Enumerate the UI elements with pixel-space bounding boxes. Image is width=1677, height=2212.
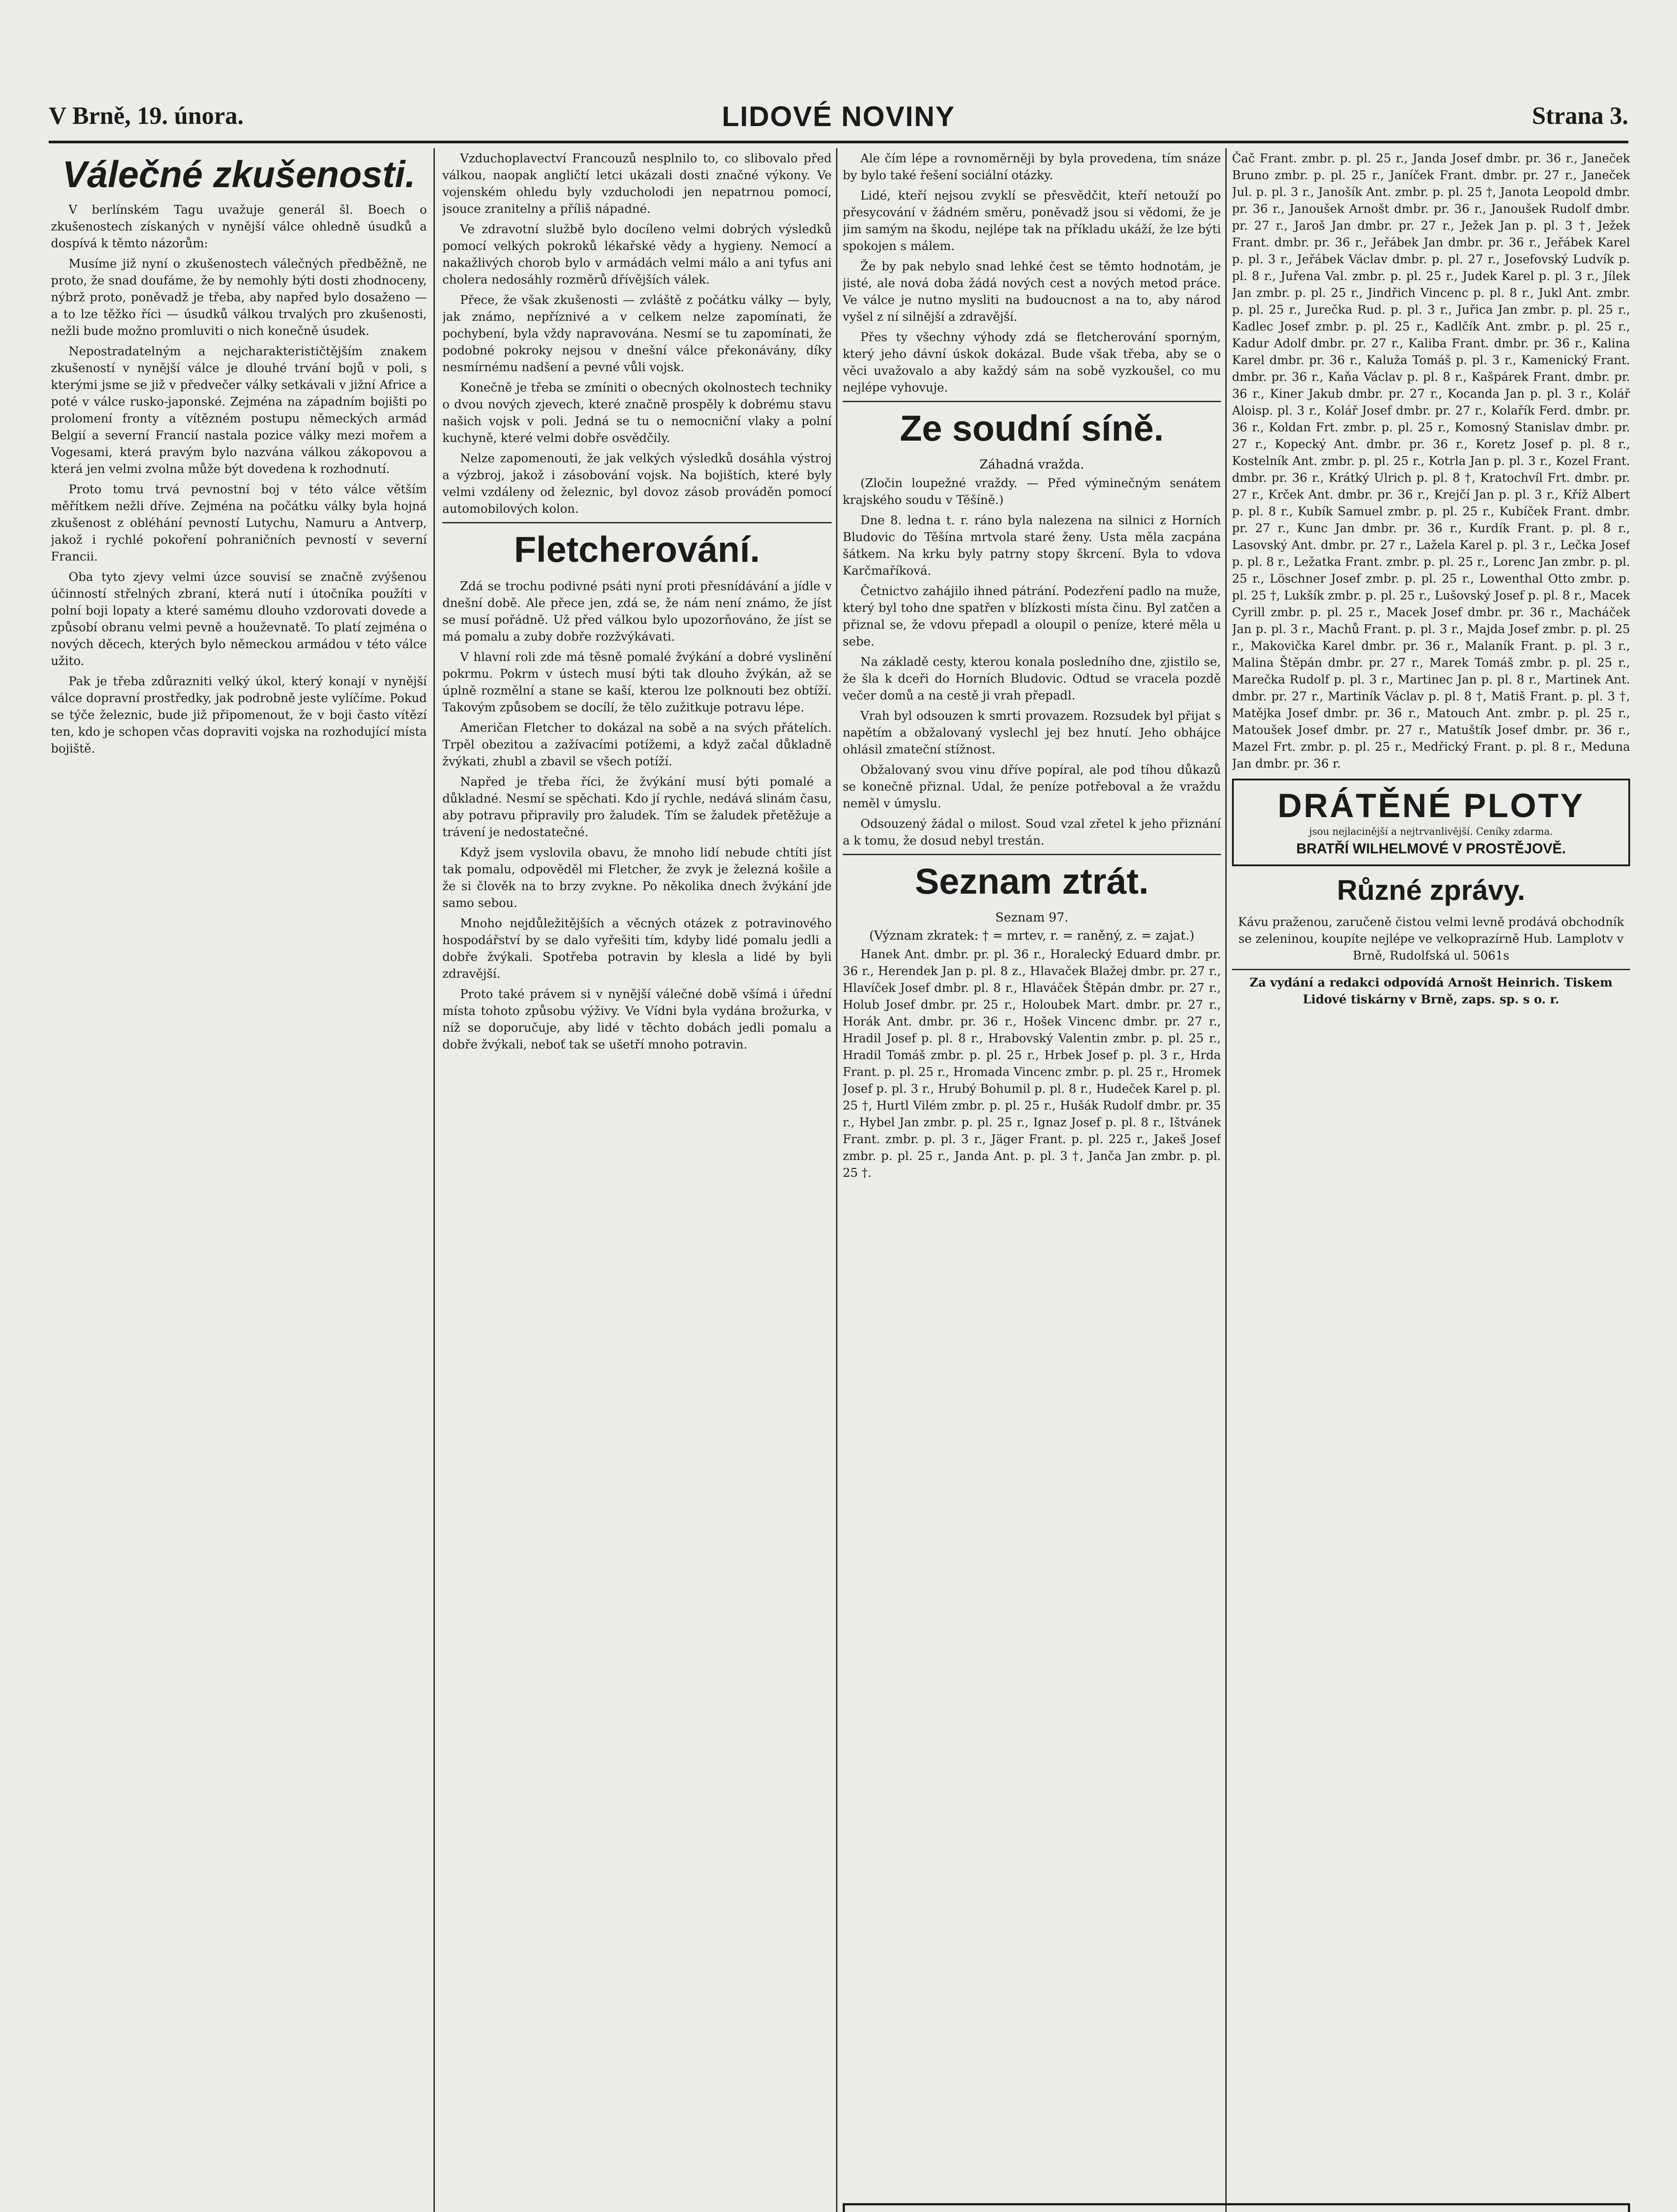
ad-title: DRÁTĚNÉ PLOTY: [1278, 787, 1585, 825]
article-paragraph: Ve zdravotní službě bylo docíleno velmi dobrých výsledků pomocí velkých pokroků lékařské vědy a hygieny. Nemocí a nakažlivých chorob bylo v armádách velmi málo a ani tyfus ani cholera nedosáhly rozměrů dřívějších válek.: [442, 223, 832, 287]
article-paragraph: Když jsem vyslovila obavu, že mnoho lidí nebude chtíti jíst tak pomalu, odpověděl mi Fletcher, že zvyk je železná košile a že si člověk na to brzy zvykne. Po několika dnech žvýkání jde samo sebou.: [442, 846, 832, 910]
article-paragraph: Vzduchoplavectví Francouzů nesplnilo to, co slibovalo před válkou, naopak angličtí letci ukázali dosti značné výkony. Ve vojenském ohledu byly vzducholodi jen nepatrnou pomocí, jsouce zranitelny a příliš nápadné.: [442, 152, 832, 216]
article-paragraph: Přece, že však zkušenosti — zvláště z počátku války — byly, jak známo, nepříznivé a v celkem nelze zapomínati, že pochybení, byla vždy napravována. Nesmí se tu zapomínati, že podobné pokroky nejsou v dnešní válce překonávány, díky nesmírnému nadšení a pevné vůli vojsk.: [442, 293, 832, 374]
ad-text: jsou nejlacinější a nejtrvanlivější. Ceníky zdarma.: [1309, 826, 1553, 837]
column-4: [1232, 150, 1630, 2191]
classified-ad: Kávu praženou, zaručeně čistou velmi levně prodává obchodník se zeleninou, koupíte nejlépe ve velkoprazírně Hub. Lamplotv v Brně, Rudolfská ul. 5061s: [1238, 915, 1624, 963]
article-paragraph: Lidé, kteří nejsou zvyklí se přesvědčit, kteří netouží po přesycování v žádném směru, poněvadž jsou si vědomi, že je jim samým na škodu, nejlépe tak na příkladu ukáží, že lze býti spokojen s málem.: [843, 189, 1221, 253]
section-divider: [843, 401, 1221, 402]
article-paragraph: Mnoho nejdůležitějších a věcných otázek z potravinového hospodářství by se dalo vyřešiti tím, kdyby lidé pomalu jedli a dobře žvýkali. Spotřeba potravin by klesla a lidé by byli zdravější.: [442, 917, 832, 981]
losses-list: Hanek Ant. dmbr. pr. pl. 36 r., Horalecký Eduard dmbr. pr. 36 r., Herendek Jan p. pl. 8 z., Hlavaček Blažej dmbr. pr. 27 r., Hlavíček Josef dmbr. pl. 8 r., Hlaváček Štěpán dmbr. pr. 27 r., Holub Josef dmbr. pr. 25 r., Holoubek Mart. dmbr. pr. 27 r., Horák Ant. dmbr. pr. 36 r., Hošek Vincenc dmbr. pr. 27 r., Hradil Josef p. pl. 8 r., Hrabovský Valentin zmbr. p. pl. 25 r., Hradil Tomáš zmbr. p. pl. 25 r., Hrbek Josef p. pl. 3 r., Hrda Frant. p. pl. 25 r., Hromada Vincenc zmbr. p. pl. 25 r., Hromek Josef p. pl. 3 r., Hrubý Bohumil p. pl. 8 r., Hudeček Karel p. pl. 25 †, Hurtl Vilém zmbr. p. pl. 25 r., Hušák Rudolf dmbr. pr. 35 r., Hybel Jan zmbr. p. pl. 25 r., Ignaz Josef p. pl. 8 r., Ištvánek Frant. zmbr. p. pl. 3 r., Jäger Frant. p. pl. 225 r., Jakeš Josef zmbr. p. pl. 25 r., Janda Ant. p. pl. 3 †, Janča Jan zmbr. p. pl. 25 †.: [843, 948, 1221, 1180]
losses-legend: (Význam zkratek: † = mrtev, r. = raněný, z. = zajat.): [869, 928, 1194, 943]
section-divider: [843, 854, 1221, 855]
article-paragraph: Musíme již nyní o zkušenostech válečných předběžně, ne proto, že snad doufáme, že by nemohly býti dosti zhodnoceny, nýbrž proto, poněvadž je třeba, aby napřed bylo dosaženo — a to lze těžko říci — úsudků válkou trvalých pro zkušenosti, nežli bude možno promluviti o nich konečně úsudek.: [51, 257, 427, 338]
masthead-rule: [49, 141, 1628, 143]
article-paragraph: Na základě cesty, kterou konala posledního dne, zjistilo se, že šla k dceři do Horních Bludovic. Odtud se vracela pozdě večer domů a na cestě ji vrah přepadl.: [843, 655, 1221, 703]
article-paragraph: Nelze zapomenouti, že jak velkých výsledků dosáhla výstroj a výzbroj, jakož i zásobování vojsk. Na bojištích, které byly velmi vzdáleny od železnic, byl dovoz zásob prováděn pomocí automobilových kolon.: [442, 452, 832, 516]
article-paragraph: Proto také právem si v nynější válečné době všímá i úřední místa tohoto způsobu výživy. Ve Vídni byla vydána brožurka, v níž se doporučuje, aby lidé v těchto dobách jedli pomalu a dobře žvýkali, neboť tak se ušetří mnoho potravin.: [442, 987, 832, 1052]
losses-list-number: Seznam 97.: [995, 910, 1069, 925]
section-divider: [442, 522, 832, 523]
article-paragraph: Přes ty všechny výhody zdá se fletcherování sporným, který jeho dávní úskok dokázal. Bude však třeba, aby se o věci uvažovalo a aby každý sám na sobě vyzkoušel, co mu nejlépe vyhovuje.: [843, 330, 1221, 395]
article-paragraph: Četnictvo zahájilo ihned pátrání. Podezření padlo na muže, který byl toho dne spatřen v blízkosti místa činu. Byl zatčen a přiznal se, že vdovu přepadl a oloupil o peníze, které měla u sebe.: [843, 584, 1221, 649]
article-paragraph: (Zločin loupežné vraždy. — Před výminečným senátem krajského soudu v Těšíně.): [843, 476, 1221, 507]
column-divider: [836, 148, 837, 2212]
article-subheadline: Záhadná vražda.: [979, 457, 1084, 472]
ad-firm: BRATŘÍ WILHELMOVÉ V PROSTĚJOVĚ.: [1296, 841, 1566, 856]
column-divider: [434, 148, 435, 2212]
article-paragraph: Vrah byl odsouzen k smrti provazem. Rozsudek byl přijat s napětím a obžalovaný vyslechl jej bez hnutí. Jeho obhájce ohlásil zmateční stížnost.: [843, 709, 1221, 757]
article-paragraph: V hlavní roli zde má těsně pomalé žvýkání a dobré vyslinění pokrmu. Pokrm v ústech musí býti tak dlouho žvýkán, až se úplně rozmělní a stane se kaší, kterou lze polknouti bez obtíží. Takovým způsobem se docílí, že tělo zužitkuje potravu lépe.: [442, 650, 832, 714]
article-paragraph: Zdá se trochu podivné psáti nyní proti přesnídávání a jídle v dnešní době. Ale přece jen, zdá se, že nám není známo, že jíst se musí pořádně. Už před válkou bylo upozorňováno, že jíst se má pomalu a zuby dobře rozžvýkávati.: [442, 580, 832, 644]
column-divider: [1225, 148, 1227, 2212]
article-headline-war-experience: Válečné zkušenosti.: [62, 154, 416, 195]
losses-list: Čač Frant. zmbr. p. pl. 25 r., Janda Josef dmbr. pr. 36 r., Janeček Bruno zmbr. p. pl. 25 r., Janíček Frant. dmbr. pr. 27 r., Janeček Jul. p. pl. 3 r., Janošík Ant. zmbr. p. pl. 25 †, Janota Leopold dmbr. pr. 36 r., Janoušek Arnošt dmbr. pr. 36 r., Janoušek Rudolf dmbr. pr. 27 r., Jaroš Jan dmbr. pr. 27 r., Ježek Jan p. pl. 3 †, Ježek Frant. dmbr. pr. 36 r., Jeřábek Jan dmbr. pr. 36 r., Jeřábek Karel p. pl. 3 r., Jeřábek Václav dmbr. p. pl. 27 r., Josefovský Ludvík p. pl. 8 r., Juřena Val. zmbr. p. pl. 25 r., Judek Karel p. pl. 3 r., Jílek Jan zmbr. p. pl. 25 r., Jindřich Vincenc p. pl. 8 r., Jukl Ant. zmbr. p. pl. 25 r., Jurečka Rud. p. pl. 3 r., Juřica Jan zmbr. p. pl. 25 r., Kadlec Josef zmbr. p. pl. 25 r., Kadlčík Ant. zmbr. p. pl. 25 r., Kadur Adolf dmbr. pr. 27 r., Kaliba Frant. dmbr. pr. 36 r., Kalina Karel dmbr. pr. 36 r., Kaluža Tomáš p. pl. 3 r., Kamenický Frant. dmbr. pr. 36 r., Kaňa Václav p. pl. 8 r., Kašpárek Frant. dmbr. pr. 36 r., Kiner Jakub dmbr. pr. 27 r., Kocanda Jan p. pl. 3 r., Kolář Aloisp. pl. 3 r., Kolář Josef dmbr. pr. 27 r., Kolařík Ferd. dmbr. pr. 36 r., Koldan Frt. zmbr. p. pl. 25 r., Komosný Stanislav dmbr. pr. 27 r., Kopecký Ant. dmbr. pr. 36 r., Koretz Josef p. pl. 8 r., Kostelník Ant. zmbr. p. pl. 25 r., Kotrla Jan p. pl. 3 r., Kozel Frant. dmbr. pr. 36 r., Krátký Ulrich p. pl. 8 †, Kratochvíl Frt. dmbr. pr. 27 r., Krček Ant. dmbr. pr. 36 r., Krejčí Jan p. pl. 3 r., Kříž Albert p. pl. 8 r., Kubík Samuel zmbr. p. pl. 25 r., Kubíček Frant. dmbr. pr. 27 r., Kunc Jan dmbr. pr. 36 r., Kurdík Frant. p. pl. 8 r., Lasovský Ant. dmbr. pr. 27 r., Lažela Karel p. pl. 3 r., Lečka Josef p. pl. 8 r., Ležatka Frant. zmbr. p. pl. 25 r., Lorenc Jan zmbr. p. pl. 25 r., Löschner Josef zmbr. p. pl. 25 r., Lowenthal Otto zmbr. p. pl. 25 †, Lukšík zmbr. p. pl. 25 r., Lušovský Josef p. pl. 8 r., Macek Cyrill zmbr. p. pl. 25 r., Macek Josef dmbr. pr. 36 r., Macháček Jan p. pl. 3 r., Machů Frant. p. pl. 3 r., Majda Josef zmbr. p. pl. 25 r., Makovička Karel dmbr. pr. 36 r., Malaník Frant. p. pl. 3 r., Malina Štěpán dmbr. pr. 27 r., Marek Tomáš zmbr. p. pl. 25 r., Marečka Rudolf p. pl. 3 r., Martinec Jan p. pl. 8 r., Martinek Ant. dmbr. pr. 27 r., Martiník Václav p. pl. 8 †, Matiš Frant. p. pl. 3 †, Matějka Josef dmbr. pr. 36 r., Matouch Ant. zmbr. p. pl. 25 r., Matoušek Josef dmbr. pr. 27 r., Matuštík Josef dmbr. pr. 36 r., Mazel Frt. zmbr. p. pl. 25 r., Medřický Frant. p. pl. 8 r., Meduna Jan dmbr. pr. 36 r.: [1232, 152, 1630, 771]
article-paragraph: Proto tomu trvá pevnostní boj v této válce větším měřítkem nežli dříve. Zejména na počátku války byla hojná zkušenost z obléhání pevností Lutychu, Namuru a Antverp, jakož i rychlé pokoření pohraničních pevností v severní Francii.: [51, 483, 427, 564]
article-paragraph: Dne 8. ledna t. r. ráno byla nalezena na silnici z Horních Bludovic do Těšína mrtvola staré ženy. Usta měla zacpána šátkem. Na krku byly patrny stopy škrcení. Byla to vdova Karčmaříková.: [843, 514, 1221, 578]
column-3: [843, 150, 1221, 2191]
masthead: [49, 102, 1628, 137]
article-paragraph: Konečně je třeba se zmíniti o obecných okolnostech techniky o dvou nových zjevech, které značně prospěly k dobrému stavu našich vojsk v poli. Jedná se tu o nemocniční vlaky a polní kuchyně, které velmi dobře osvědčily.: [442, 381, 832, 445]
article-paragraph: Američan Fletcher to dokázal na sobě a na svých přátelích. Trpěl obezitou a zažívacími potížemi, a když začal důkladně žvýkati, zhubl a zbavil se všech potíží.: [442, 721, 832, 768]
article-paragraph: Ale čím lépe a rovnoměrněji by byla provedena, tím snáze by bylo také řešení sociální otázky.: [843, 152, 1221, 182]
column-1: [51, 150, 427, 2212]
section-headline-misc: Různé zprávy.: [1337, 874, 1525, 906]
article-paragraph: Napřed je třeba říci, že žvýkání musí býti pomalé a důkladné. Nesmí se spěchati. Kdo jí rychle, nedává slinám času, aby potravu připravily pro žaludek. Tím se žaludek přetěžuje a trávení je nedostatečné.: [442, 775, 832, 839]
article-headline-losses: Seznam ztrát.: [915, 861, 1149, 902]
article-paragraph: Že by pak nebylo snad lehké čest se těmto hodnotám, je jisté, ale nová doba žádá nových cest a nových metod práce. Ve válce je nutno mysliti na budoucnost a na to, aby národ vyšel z ní silnější a zdravější.: [843, 260, 1221, 324]
advertisement-wire-fences: [1232, 779, 1630, 866]
imprint: Za vydání a redakci odpovídá Arnošt Heinrich. Tiskem Lidové tiskárny v Brně, zaps. sp. s o. r.: [1249, 976, 1613, 1006]
article-headline-court: Ze soudní síně.: [900, 408, 1164, 449]
advertisement-oils: [843, 2203, 1630, 2212]
article-paragraph: Pak je třeba zdůrazniti velký úkol, který konají v nynější válce dopravní prostředky, jak podrobně jeste vylíčíme. Pokud se týče železnic, bude již připomenout, že v boji často vítězí ten, kdo je schopen včas dopraviti vojska na rozhodující místa bojiště.: [51, 675, 427, 756]
article-paragraph: Obžalovaný svou vinu dříve popíral, ale pod tíhou důkazů se konečně přiznal. Udal, že peníze potřeboval a že vraždu neměl v úmyslu.: [843, 763, 1221, 810]
article-paragraph: Nepostradatelným a nejcharakterističtějším znakem zkušeností v nynější válce je dlouhé trvání bojů v poli, s kterými jsme se již v předvečer války setkávali v jižní Africe a poté v válce rusko-japonské. Zejména na západním bojišti po prolomení fronty a vítězném postupu německých armád Belgií a severní Francií nastala pozice války mezi mořem a Vogesami, která pravým bylo nazvána válkou zákopovou a která jen velmi zvolna může být dovedena k rozhodnutí.: [51, 345, 427, 476]
page-number: Strana 3.: [1532, 102, 1628, 130]
column-2: [442, 150, 832, 2212]
section-divider: [1232, 969, 1630, 970]
article-paragraph: V berlínském Tagu uvažuje generál šl. Boech o zkušenostech získaných v nynější válce ohledně úsudků a dospívá k těmto názorům:: [51, 203, 427, 250]
article-paragraph: Odsouzený žádal o milost. Soud vzal zřetel k jeho přiznání a k tomu, že dosud nebyl trestán.: [843, 817, 1221, 848]
newspaper-title: LIDOVÉ NOVINY: [721, 100, 956, 132]
issue-date: V Brně, 19. února.: [49, 102, 244, 130]
article-headline-fletcher: Fletcherování.: [514, 530, 760, 570]
article-paragraph: Oba tyto zjevy velmi úzce souvisí se značně zvýšenou účinností střelných zbraní, která nutí i útočníka použíti v polní boji lopaty a které samému dlouho vzdorovati dovede a způsobí obranu velmi pevně a houževnatě. To platí zejména o nových děcech, kterých bylo německou armádou v této válce užito.: [51, 570, 427, 668]
